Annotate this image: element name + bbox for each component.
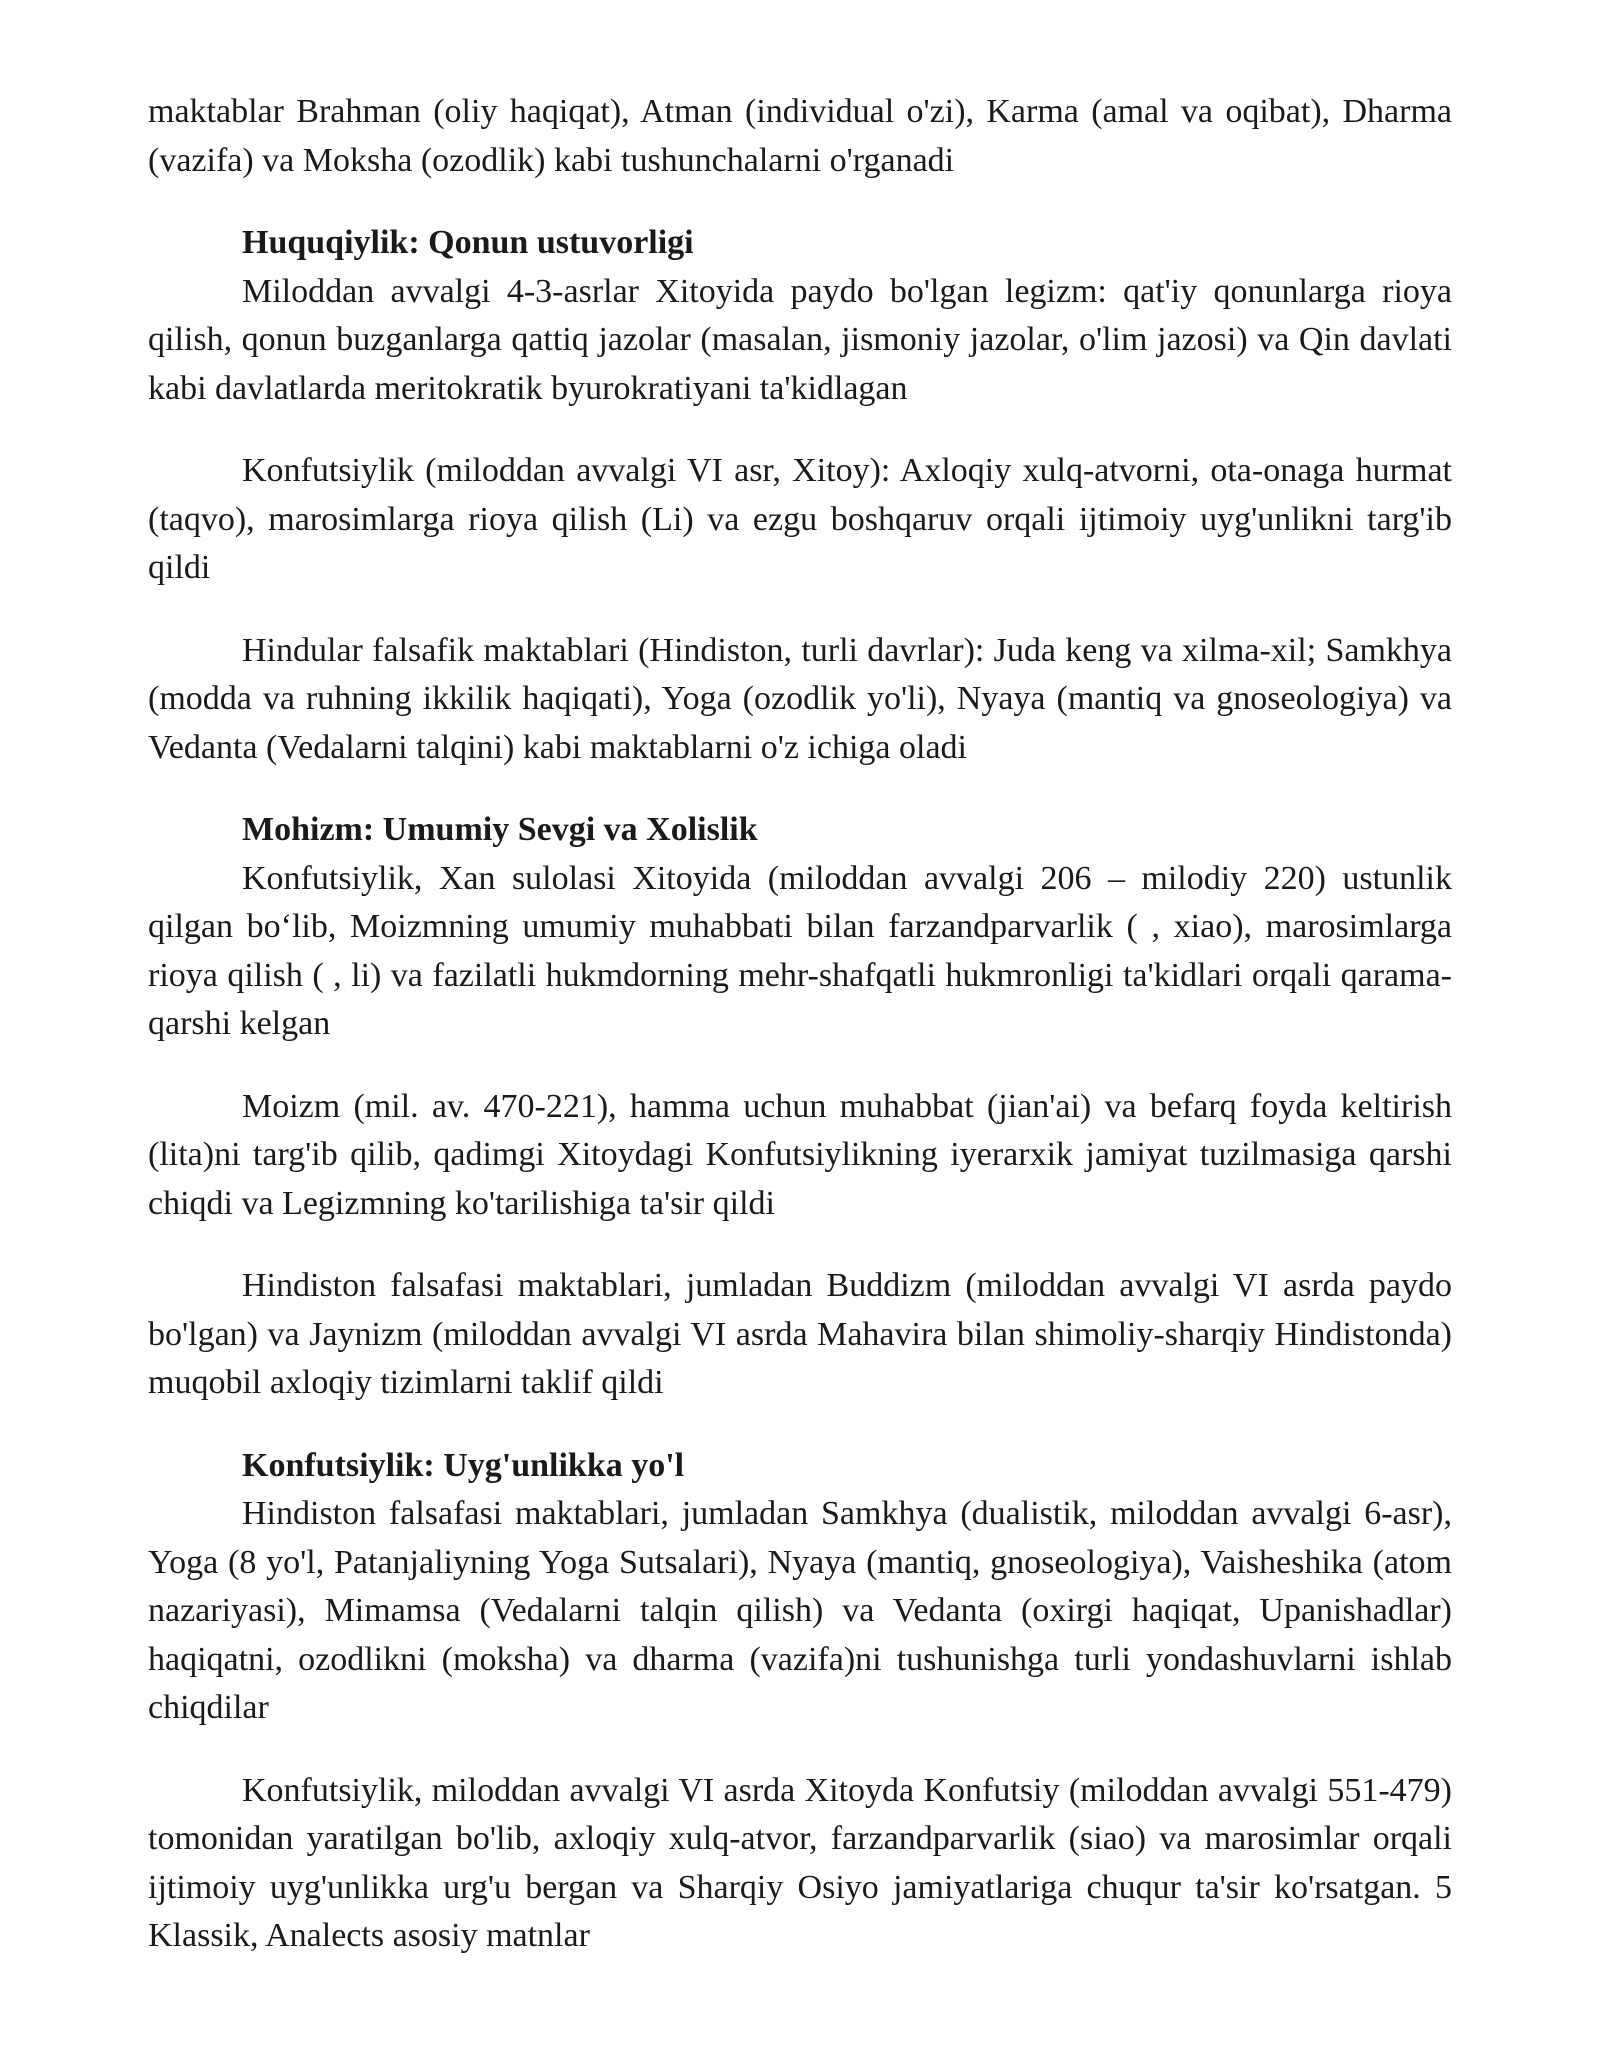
heading-mohizm: Mohizm: Umumiy Sevgi va Xolislik (242, 811, 758, 848)
document-page (148, 88, 1452, 1961)
paragraph-buddizm: Hindiston falsafasi maktablari, jumladan Buddizm (miloddan avvalgi VI asrda paydo bo'lgan) va Jaynizm (miloddan avvalgi VI asrda Mahavira bilan shimoliy-sharqiy Hindistonda) muqobil axloqiy tizimlarni taklif qildi (148, 1267, 1452, 1401)
paragraph-samkhya: Hindiston falsafasi maktablari, jumladan Samkhya (dualistik, miloddan avvalgi 6-asr), Yoga (8 yo'l, Patanjaliyning Yoga Sutsalari), Nyaya (mantiq, gnoseologiya), Vaisheshika (atom nazariyasi), Mimamsa (Vedalarni talqin qilish) va Vedanta (oxirgi haqiqat, Upanishadlar) haqiqatni, ozodlikni (moksha) va dharma (vazifa)ni tushunishga turli yondashuvlarni ishlab chiqdilar (148, 1495, 1452, 1726)
paragraph-xan-sulolasi: Konfutsiylik, Xan sulolasi Xitoyida (miloddan avvalgi 206 – milodiy 220) ustunlik qilgan bo‘lib, Moizmning umumiy muhabbati bilan farzandparvarlik ( , xiao), marosimlarga rioya qilish ( , li) va fazilatli hukmdorning mehr-shafqatli hukmronligi ta'kidlari orqali qarama-qarshi kelgan (148, 859, 1452, 1042)
paragraph-moizm: Moizm (mil. av. 470-221), hamma uchun muhabbat (jian'ai) va befarq foyda keltirish (lita)ni targ'ib qilib, qadimgi Xitoydagi Konfutsiylikning iyerarxik jamiyat tuzilmasiga qarshi chiqdi va Legizmning ko'tarilishiga ta'sir qildi (148, 1087, 1452, 1222)
paragraph-hindular: Hindular falsafik maktablari (Hindiston, turli davrlar): Juda keng va xilma-xil; Samkhya (modda va ruhning ikkilik haqiqati), Yoga (ozodlik yo'li), Nyaya (mantiq va gnoseologiya) va Vedanta (Vedalarni talqini) kabi maktablarni o'z ichiga oladi (148, 631, 1452, 766)
paragraph-konfutsiylik-vi: Konfutsiylik (miloddan avvalgi VI asr, Xitoy): Axloqiy xulq-atvorni, ota-onaga hurmat (taqvo), marosimlarga rioya qilish (Li) va ezgu boshqaruv orqali ijtimoiy uyg'unlikni targ'ib qildi (148, 452, 1452, 586)
paragraph-legizm: Miloddan avvalgi 4-3-asrlar Xitoyida paydo bo'lgan legizm: qat'iy qonunlarga rioya qilish, qonun buzganlarga qattiq jazolar (masalan, jismoniy jazolar, o'lim jazosi) va Qin davlati kabi davlatlarda meritokratik byurokratiyani ta'kidlagan (148, 272, 1452, 407)
heading-konfutsiylik-uygunlik: Konfutsiylik: Uyg'unlikka yo'l (242, 1446, 685, 1484)
paragraph-konfutsiy: Konfutsiylik, miloddan avvalgi VI asrda Xitoyda Konfutsiy (miloddan avvalgi 551-479) tomonidan yaratilgan bo'lib, axloqiy xulq-atvor, farzandparvarlik (siao) va marosimlar orqali ijtimoiy uyg'unlikka urg'u bergan va Sharqiy Osiyo jamiyatlariga chuqur ta'sir ko'rsatgan. 5 Klassik, Analects asosiy matnlar (148, 1771, 1452, 1954)
heading-huquqiylik: Huquqiylik: Qonun ustuvorligi (242, 224, 694, 261)
paragraph-brahman: maktablar Brahman (oliy haqiqat), Atman (individual o'zi), Karma (amal va oqibat), Dharma (vazifa) va Moksha (ozodlik) kabi tushunchalarni o'rganadi (148, 93, 1452, 179)
